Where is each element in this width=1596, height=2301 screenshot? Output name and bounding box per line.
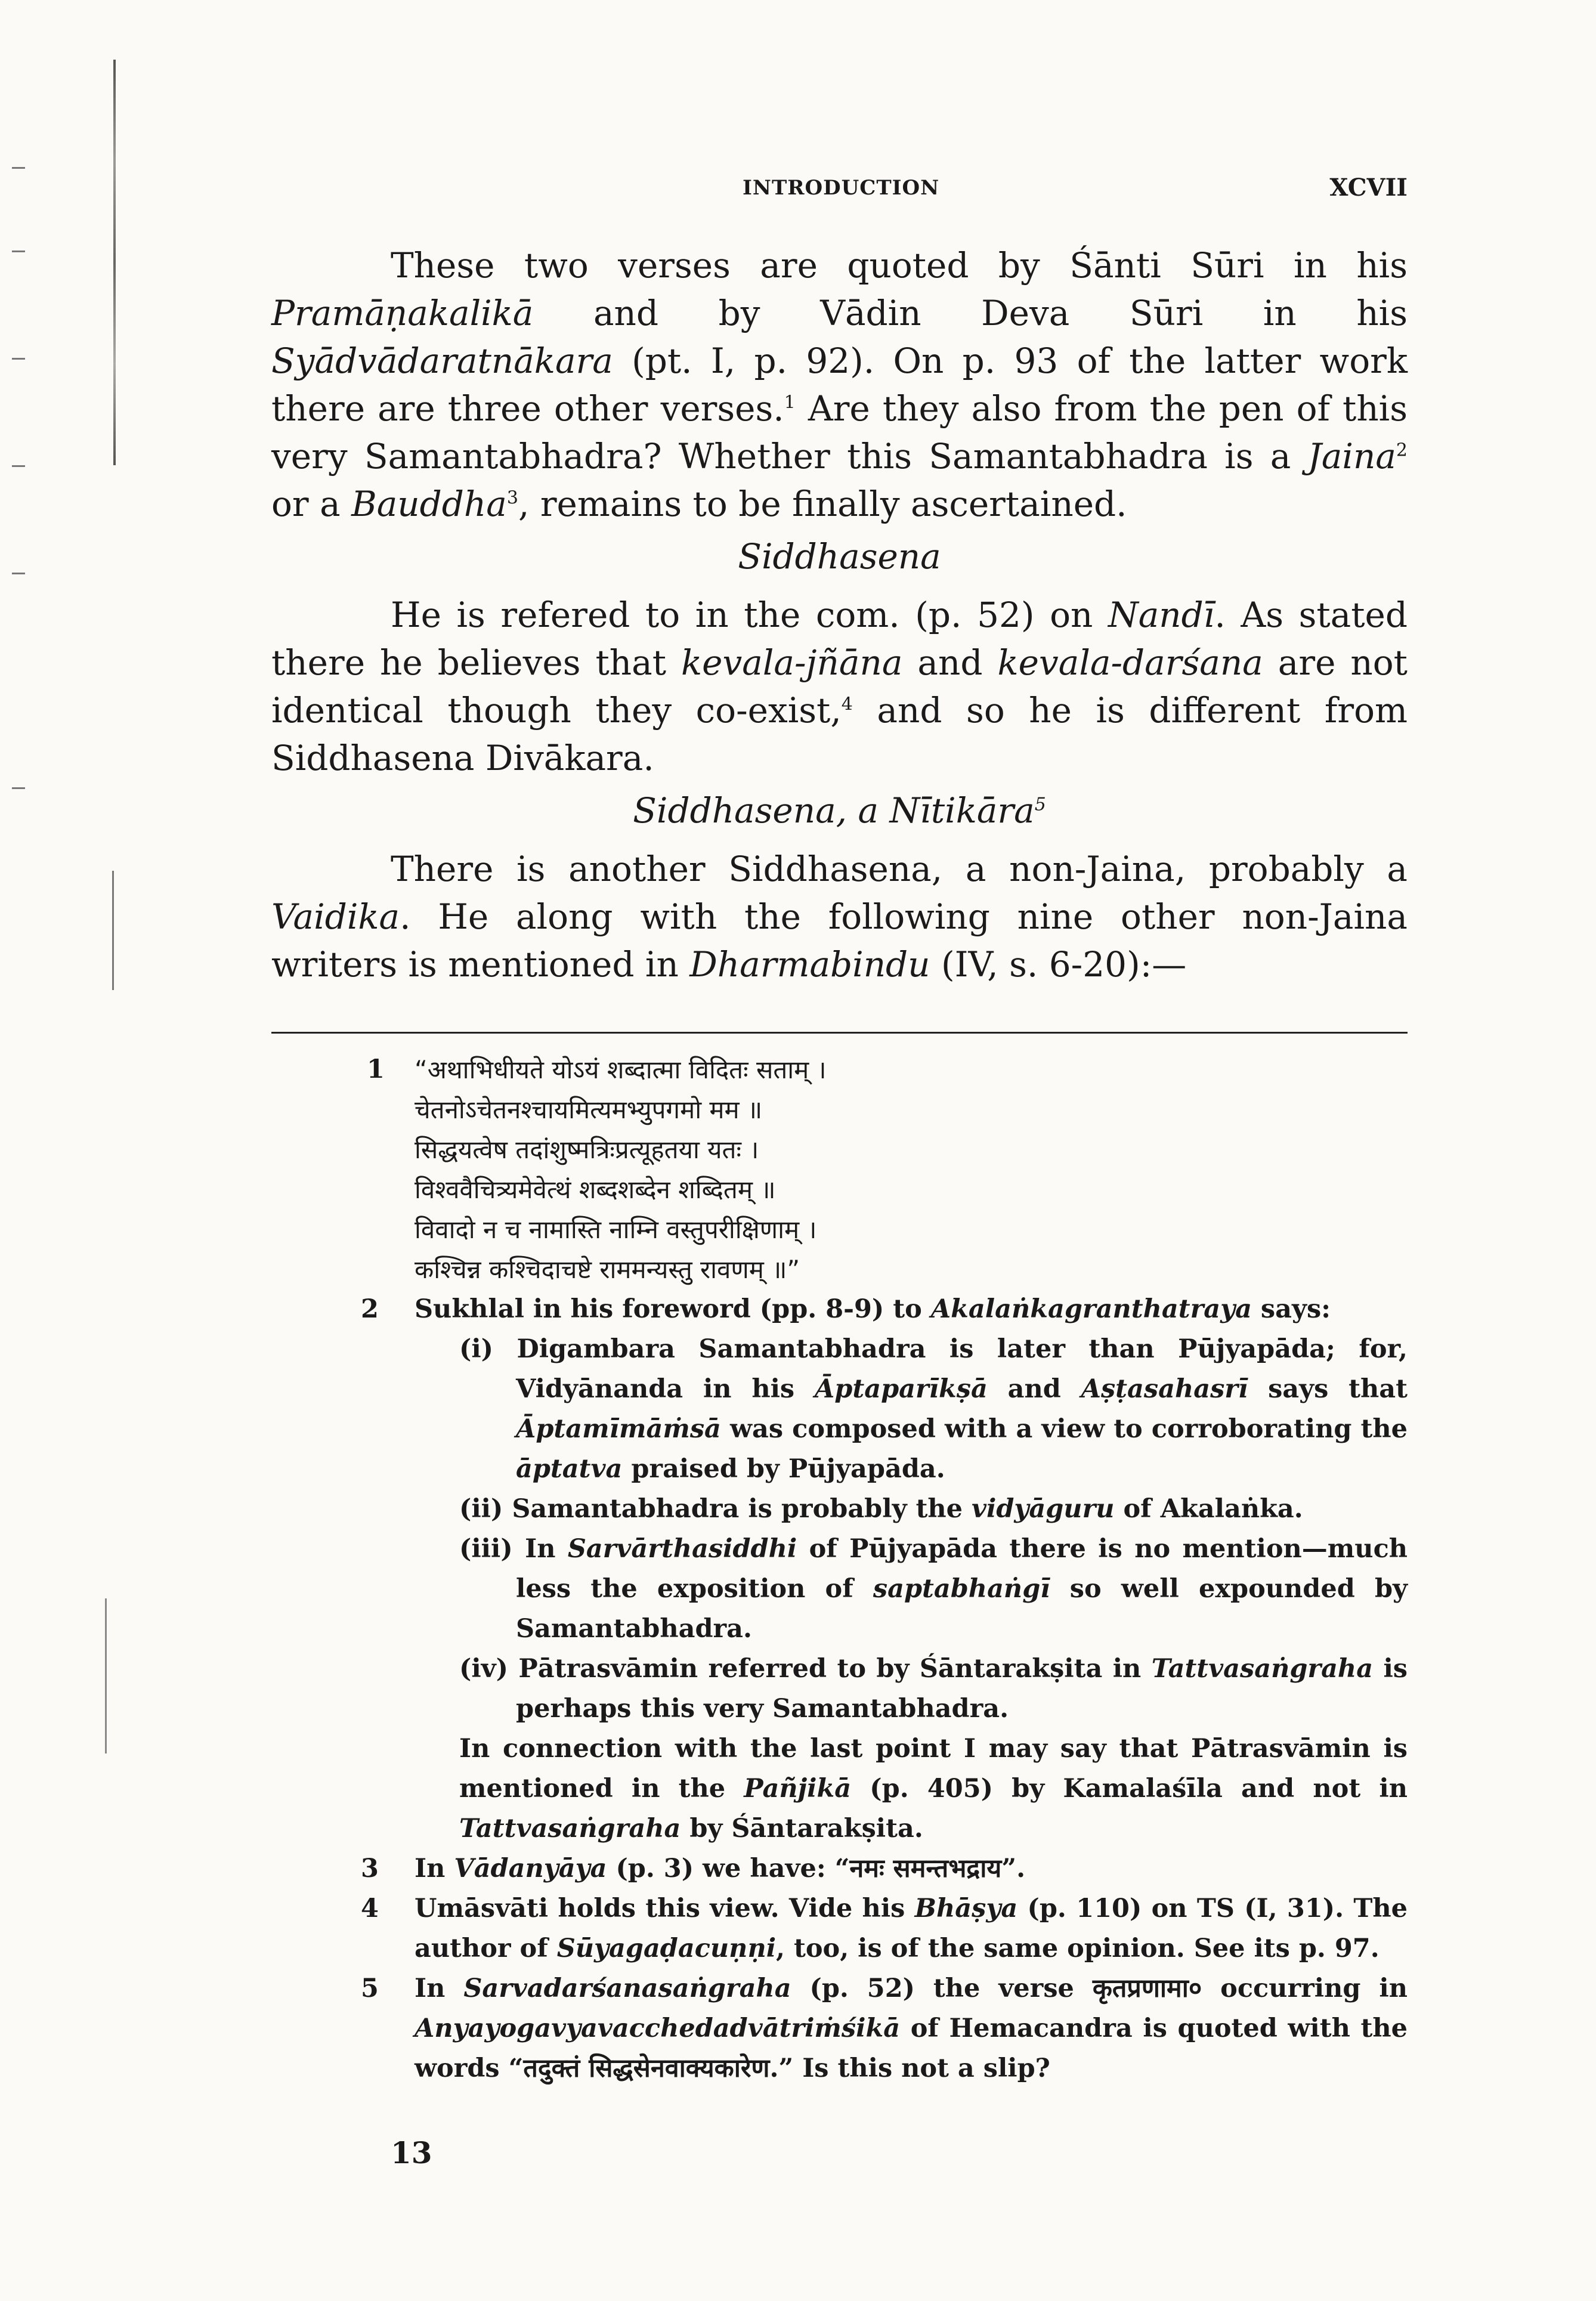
footnote-number: 4	[361, 1894, 379, 1923]
footnote-ref: 4	[841, 694, 853, 715]
footnote-2: 2 Sukhlal in his foreword (pp. 8-9) to Akalaṅkagranthatraya says: (i) Digambara Samantabhadra is later than Pūjyapāda; for, Vidyānanda in his Āptaparīkṣā and Aṣṭasahasrī says that Āptamīmāṁsā was composed with a view to corroborating the āptatva praised by Pūjyapāda. (ii) Samantabhadra is probably the vidyāguru of Akalaṅka. (iii) In Sarvārthasiddhi of Pūjyapāda there is no mention—much less the exposition of saptabhaṅgī so well expounded by Samantabhadra. (iv) Pātrasvāmin referred to by Śāntarakṣita in Tattvasaṅgraha is perhaps this very Samantabhadra. In connection with the last point I may say that Pātrasvāmin is mentioned in the Pañjikā (p. 405) by Kamalaśīla and not in Tattvasaṅgraha by Śāntarakṣita.	[271, 1289, 1408, 1849]
footnote-point-i: (i) Digambara Samantabhadra is later than Pūjyapāda; for, Vidyānanda in his Āptaparīkṣā and Aṣṭasahasrī says that Āptamīmāṁsā was composed with a view to corroborating the āptatva praised by Pūjyapāda.	[459, 1334, 1408, 1484]
sanskrit-line: कश्चिन्न कश्चिदाचष्टे राममन्यस्तु रावणम् ॥”	[415, 1255, 800, 1284]
scan-margin-mark	[12, 167, 25, 169]
scan-margin-mark	[12, 573, 25, 574]
paragraph-nitikara: There is another Siddhasena, a non-Jaina, probably a Vaidika. He along with the following nine other non-Jaina writers is mentioned in Dharmabindu (IV, s. 6-20):—	[271, 849, 1408, 985]
footnote-number: 1	[367, 1054, 385, 1084]
page-number-roman: XCVII	[1329, 174, 1408, 202]
footnote-number: 2	[361, 1294, 379, 1324]
paragraph-samantabhadra: These two verses are quoted by Śānti Sūri in his Pramāṇakalikā and by Vādin Deva Sūri in his Syādvādaratnākara (pt. I, p. 92). On p. 93 of the latter work there are three other verses.$^1$ Are they also from the pen of this very Samantabhadra? Whether this Samantabhadra is a Jaina$^2$ or a Bauddha$^3$, remains to be finally ascertained.	[271, 245, 1408, 524]
footnote-3: 3 In Vādanyāya (p. 3) we have: “नमः समन्तभद्राय”.	[271, 1849, 1408, 1889]
footnote-point-iii: (iii) In Sarvārthasiddhi of Pūjyapāda there is no mention—much less the exposition of saptabhaṅgī so well expounded by Samantabhadra.	[459, 1534, 1408, 1644]
sanskrit-line: “अथाभिधीयते योऽयं शब्दात्मा विदितः सताम् ।	[415, 1055, 827, 1084]
footnote-ref: 3	[506, 487, 518, 509]
main-text	[271, 242, 1408, 988]
section-heading-siddhasena: Siddhasena	[738, 536, 941, 577]
footnote-ref: 1	[784, 392, 796, 413]
sanskrit-line: सिद्धयत्वेष तदांशुष्मत्रिःप्रत्यूहतया यतः ।	[415, 1135, 759, 1164]
sanskrit-line: विश्ववैचित्र्यमेवेत्थं शब्दशब्देन शब्दितम् ॥	[415, 1175, 776, 1204]
footnote-5: 5 In Sarvadarśanasaṅgraha (p. 52) the verse कृतप्रणामा० occurring in Anyayogavyavacchedadvātriṁśikā of Hemacandra is quoted with the words “तदुक्तं सिद्धसेनवाक्यकारेण.” Is this not a slip?	[271, 1969, 1408, 2089]
scan-margin-mark	[12, 358, 25, 360]
footnote-number: 5	[361, 1974, 379, 2003]
sanskrit-line: चेतनोऽचेतनश्चायमित्यमभ्युपगमो मम ॥	[415, 1095, 763, 1124]
footnote-ref: 2	[1396, 440, 1408, 461]
footnote-1	[271, 1050, 1408, 1289]
scan-margin-mark	[12, 250, 25, 252]
footnote-number: 3	[361, 1854, 379, 1884]
scan-binding-edge	[105, 1598, 107, 1753]
page-number: 13	[391, 2135, 432, 2170]
scan-margin-mark	[12, 465, 25, 467]
footnote-point-ii: (ii) Samantabhadra is probably the vidyāguru of Akalaṅka.	[459, 1494, 1303, 1524]
footnote-ref: 5	[1034, 794, 1046, 815]
running-head: INTRODUCTION	[743, 176, 940, 200]
sanskrit-line: विवादो न च नामास्ति नाम्नि वस्तुपरीक्षिणाम् ।	[415, 1215, 817, 1244]
scan-binding-edge	[112, 871, 114, 990]
footnote-divider	[271, 1032, 1408, 1034]
paragraph-siddhasena: He is refered to in the com. (p. 52) on Nandī. As stated there he believes that kevala-jñāna and kevala-darśana are not identical though they co-exist,$^4$ and so he is different from Siddhasena Divākara.	[271, 595, 1408, 778]
page-header	[271, 170, 1408, 206]
footnote-4: 4 Umāsvāti holds this view. Vide his Bhāṣya (p. 110) on TS (I, 31). The author of Sūyagaḍacuṇṇi, too, is of the same opinion. See its p. 97.	[271, 1889, 1408, 1969]
scan-binding-edge	[113, 60, 116, 465]
scan-margin-mark	[12, 787, 25, 789]
footnote-point-iv: (iv) Pātrasvāmin referred to by Śāntarakṣita in Tattvasaṅgraha is perhaps this very Samantabhadra.	[459, 1654, 1408, 1724]
section-heading-nitikara: Siddhasena, a Nītikāra$^5$	[633, 790, 1046, 831]
footnotes	[271, 1050, 1408, 2089]
footnote-connection-note: In connection with the last point I may say that Pātrasvāmin is mentioned in the Pañjikā (p. 405) by Kamalaśīla and not in Tattvasaṅgraha by Śāntarakṣita.	[459, 1734, 1408, 1844]
